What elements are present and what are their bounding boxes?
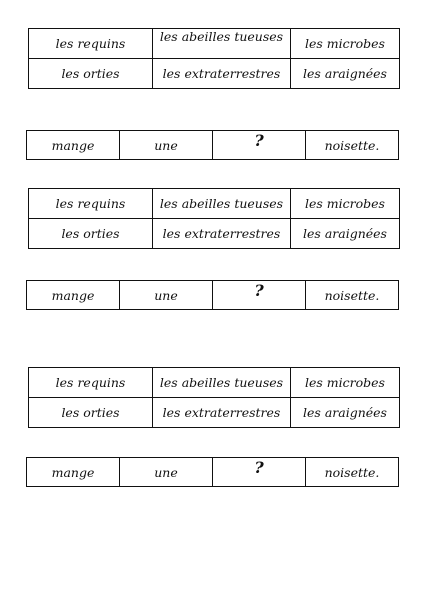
- word-grid-3: [28, 367, 400, 428]
- word-card[interactable]: les abeilles tueuses: [153, 29, 291, 59]
- word-card[interactable]: les extraterrestres: [153, 219, 291, 249]
- sentence-word[interactable]: noisette.: [306, 131, 399, 160]
- sentence-word[interactable]: mange: [27, 458, 120, 487]
- word-card[interactable]: les orties: [29, 219, 153, 249]
- blank-placeholder[interactable]: ?: [213, 458, 306, 487]
- word-card[interactable]: les abeilles tueuses: [153, 368, 291, 398]
- word-card[interactable]: les microbes: [291, 29, 400, 59]
- sentence-word[interactable]: mange: [27, 131, 120, 160]
- grid-row: [29, 189, 400, 219]
- word-card[interactable]: les araignées: [291, 59, 400, 89]
- word-card[interactable]: les araignées: [291, 219, 400, 249]
- word-card[interactable]: les requins: [29, 29, 153, 59]
- sentence-word[interactable]: une: [120, 281, 213, 310]
- word-card[interactable]: les abeilles tueuses: [153, 189, 291, 219]
- word-grid-1: [28, 28, 400, 89]
- grid-row: [29, 29, 400, 59]
- sentence-strip-1: [26, 130, 399, 160]
- word-card[interactable]: les microbes: [291, 368, 400, 398]
- blank-placeholder[interactable]: ?: [213, 281, 306, 310]
- word-card[interactable]: les extraterrestres: [153, 398, 291, 428]
- sentence-word[interactable]: noisette.: [306, 281, 399, 310]
- word-card[interactable]: les requins: [29, 189, 153, 219]
- word-card[interactable]: les orties: [29, 398, 153, 428]
- word-card[interactable]: les microbes: [291, 189, 400, 219]
- grid-row: [29, 59, 400, 89]
- sentence-word[interactable]: une: [120, 131, 213, 160]
- sentence-strip-2: [26, 280, 399, 310]
- word-card[interactable]: les requins: [29, 368, 153, 398]
- sentence-word[interactable]: une: [120, 458, 213, 487]
- grid-row: [29, 398, 400, 428]
- grid-row: [29, 219, 400, 249]
- sentence-word[interactable]: mange: [27, 281, 120, 310]
- sentence-word[interactable]: noisette.: [306, 458, 399, 487]
- word-card[interactable]: les araignées: [291, 398, 400, 428]
- blank-placeholder[interactable]: ?: [213, 131, 306, 160]
- word-card[interactable]: les orties: [29, 59, 153, 89]
- grid-row: [29, 368, 400, 398]
- word-card[interactable]: les extraterrestres: [153, 59, 291, 89]
- word-grid-2: [28, 188, 400, 249]
- sentence-strip-3: [26, 457, 399, 487]
